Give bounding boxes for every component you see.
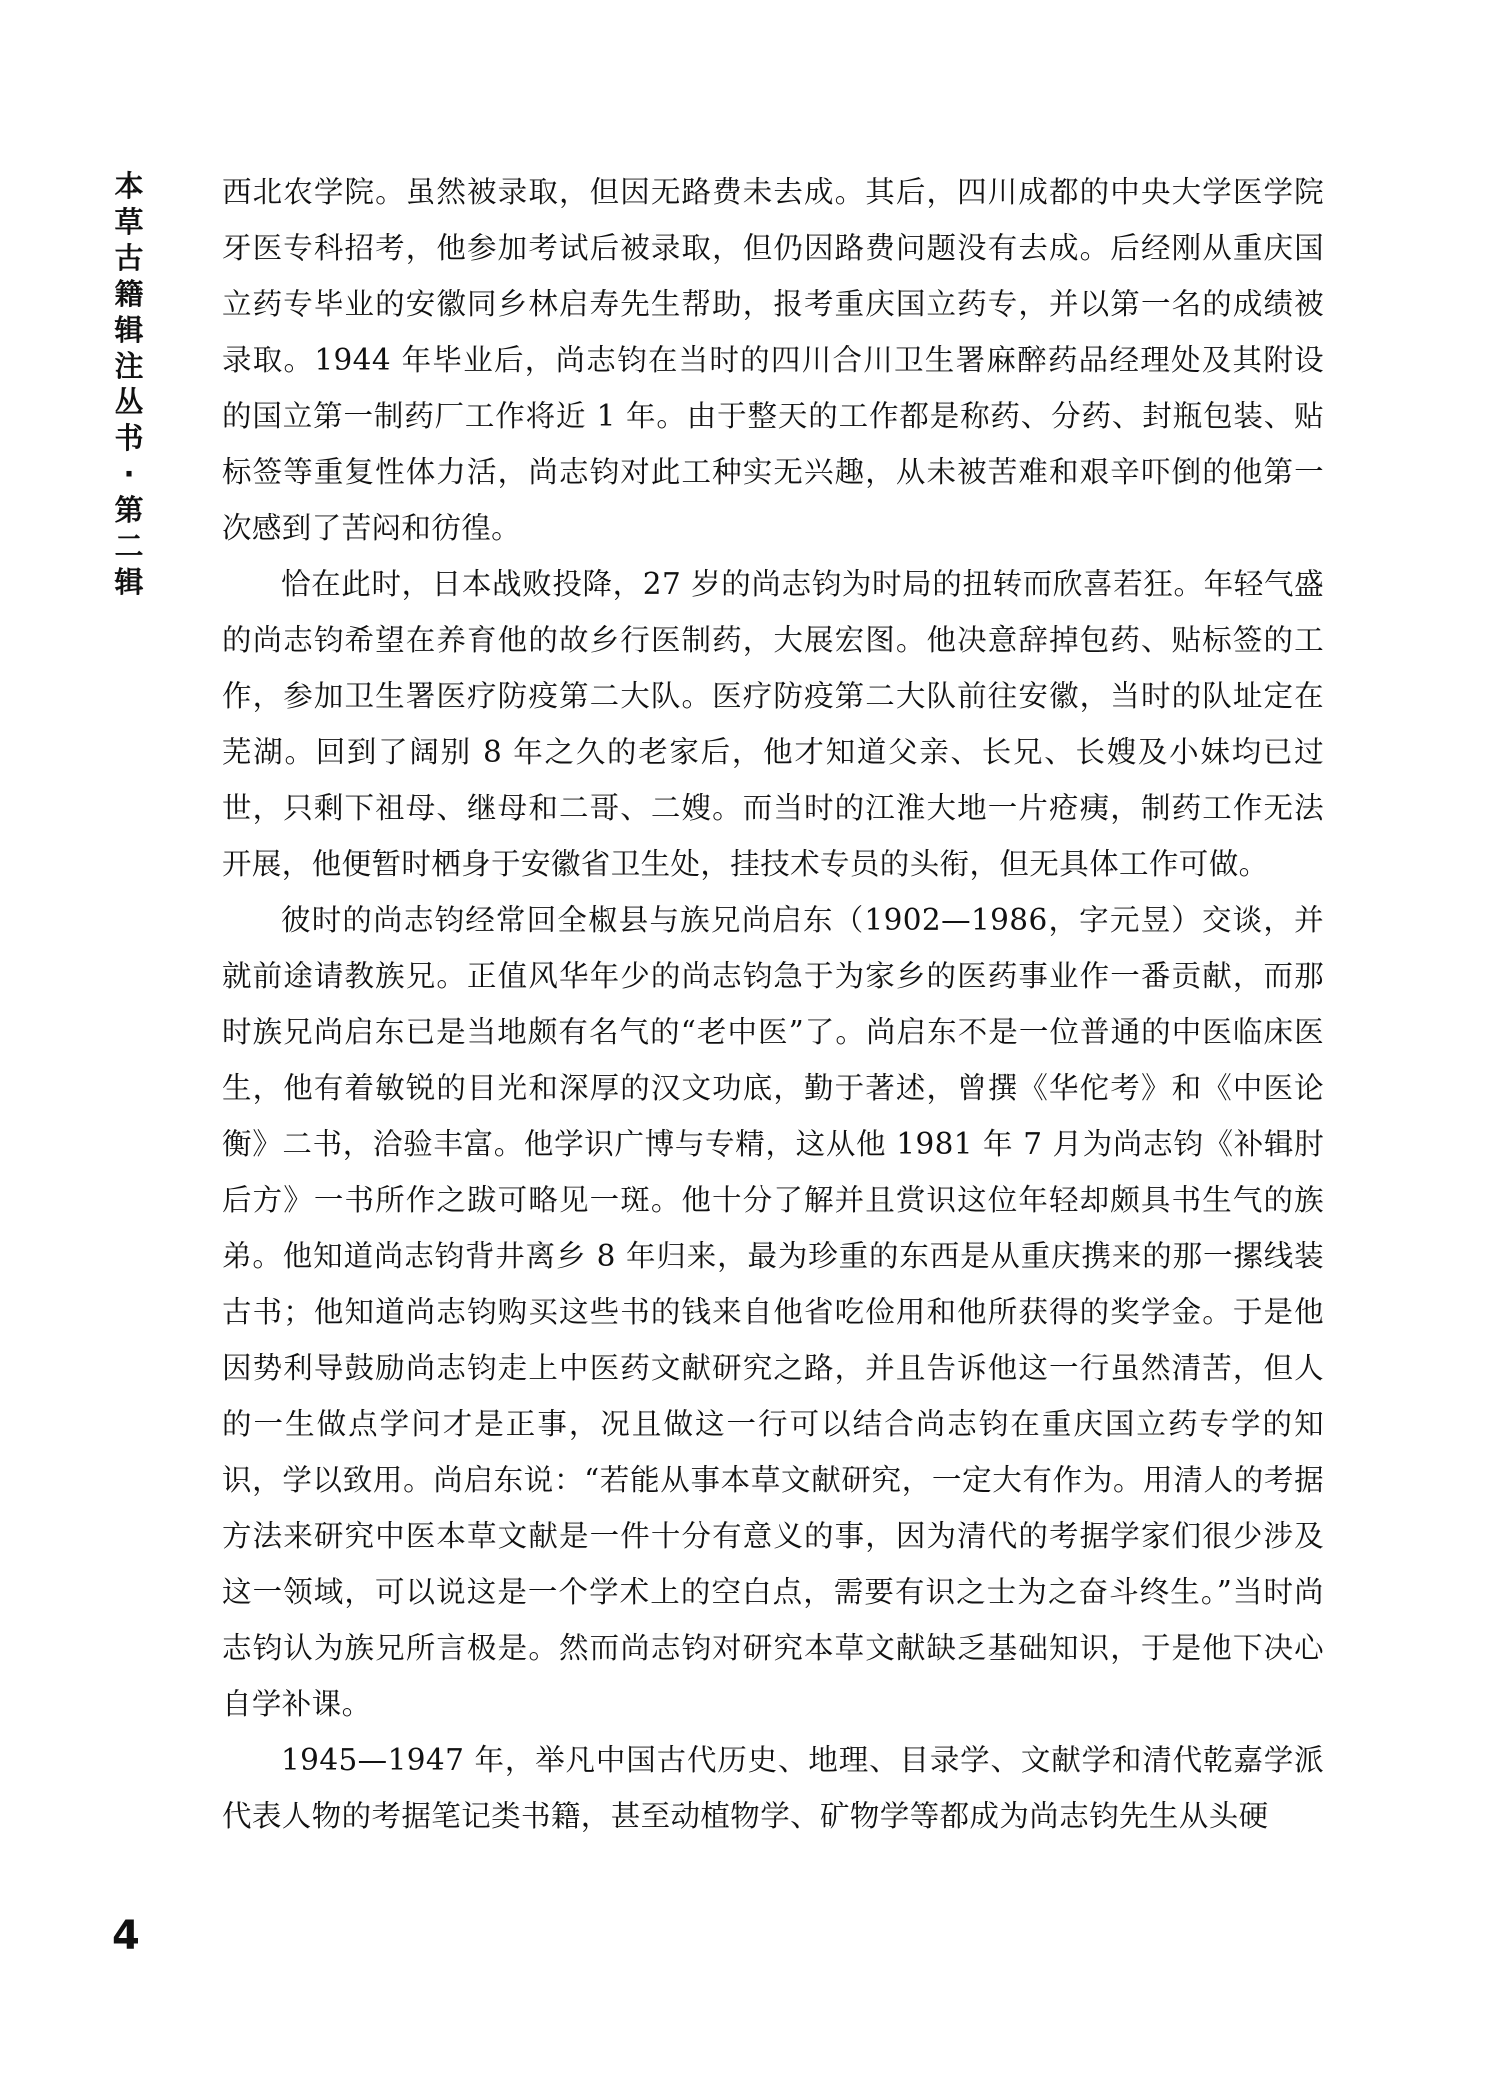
body-text xyxy=(222,164,1324,1844)
running-header-series-title: 本草古籍辑注丛书·第二辑 xyxy=(114,169,144,599)
page-number: 4 xyxy=(112,1913,140,1959)
paragraph-3: 彼时的尚志钧经常回全椒县与族兄尚启东（1902—1986，字元昱）交谈，并就前途请教族兄。正值风华年少的尚志钧急于为家乡的医药事业作一番贡献，而那时族兄尚启东已是当地颇有名气的“老中医”了。尚启东不是一位普通的中医临床医生，他有着敏锐的目光和深厚的汉文功底，勤于著述，曾撰《华佗考》和《中医论衡》二书，洽验丰富。他学识广博与专精，这从他 1981 年 7 月为尚志钧《补辑肘后方》一书所作之跋可略见一斑。他十分了解并且赏识这位年轻却颇具书生气的族弟。他知道尚志钧背井离乡 8 年归来，最为珍重的东西是从重庆携来的那一摞线装古书；他知道尚志钧购买这些书的钱来自他省吃俭用和他所获得的奖学金。于是他因势利导鼓励尚志钧走上中医药文献研究之路，并且告诉他这一行虽然清苦，但人的一生做点学问才是正事，况且做这一行可以结合尚志钧在重庆国立药专学的知识，学以致用。尚启东说：“若能从事本草文献研究，一定大有作为。用清人的考据方法来研究中医本草文献是一件十分有意义的事，因为清代的考据学家们很少涉及这一领域，可以说这是一个学术上的空白点，需要有识之士为之奋斗终生。”当时尚志钧认为族兄所言极是。然而尚志钧对研究本草文献缺乏基础知识，于是他下决心自学补课。 xyxy=(222,903,1324,1721)
paragraph-4: 1945—1947 年，举凡中国古代历史、地理、目录学、文献学和清代乾嘉学派代表人物的考据笔记类书籍，甚至动植物学、矿物学等都成为尚志钧先生从头硬 xyxy=(222,1743,1324,1833)
paragraph-1: 西北农学院。虽然被录取，但因无路费未去成。其后，四川成都的中央大学医学院牙医专科招考，他参加考试后被录取，但仍因路费问题没有去成。后经刚从重庆国立药专毕业的安徽同乡林启寿先生帮助，报考重庆国立药专，并以第一名的成绩被录取。1944 年毕业后，尚志钧在当时的四川合川卫生署麻醉药品经理处及其附设的国立第一制药厂工作将近 1 年。由于整天的工作都是称药、分药、封瓶包装、贴标签等重复性体力活，尚志钧对此工种实无兴趣，从未被苦难和艰辛吓倒的他第一次感到了苦闷和彷徨。 xyxy=(222,175,1324,545)
paragraph-2: 恰在此时，日本战败投降，27 岁的尚志钧为时局的扭转而欣喜若狂。年轻气盛的尚志钧希望在养育他的故乡行医制药，大展宏图。他决意辞掉包药、贴标签的工作，参加卫生署医疗防疫第二大队。医疗防疫第二大队前往安徽，当时的队址定在芜湖。回到了阔别 8 年之久的老家后，他才知道父亲、长兄、长嫂及小妹均已过世，只剩下祖母、继母和二哥、二嫂。而当时的江淮大地一片疮痍，制药工作无法开展，他便暂时栖身于安徽省卫生处，挂技术专员的头衔，但无具体工作可做。 xyxy=(222,567,1324,881)
